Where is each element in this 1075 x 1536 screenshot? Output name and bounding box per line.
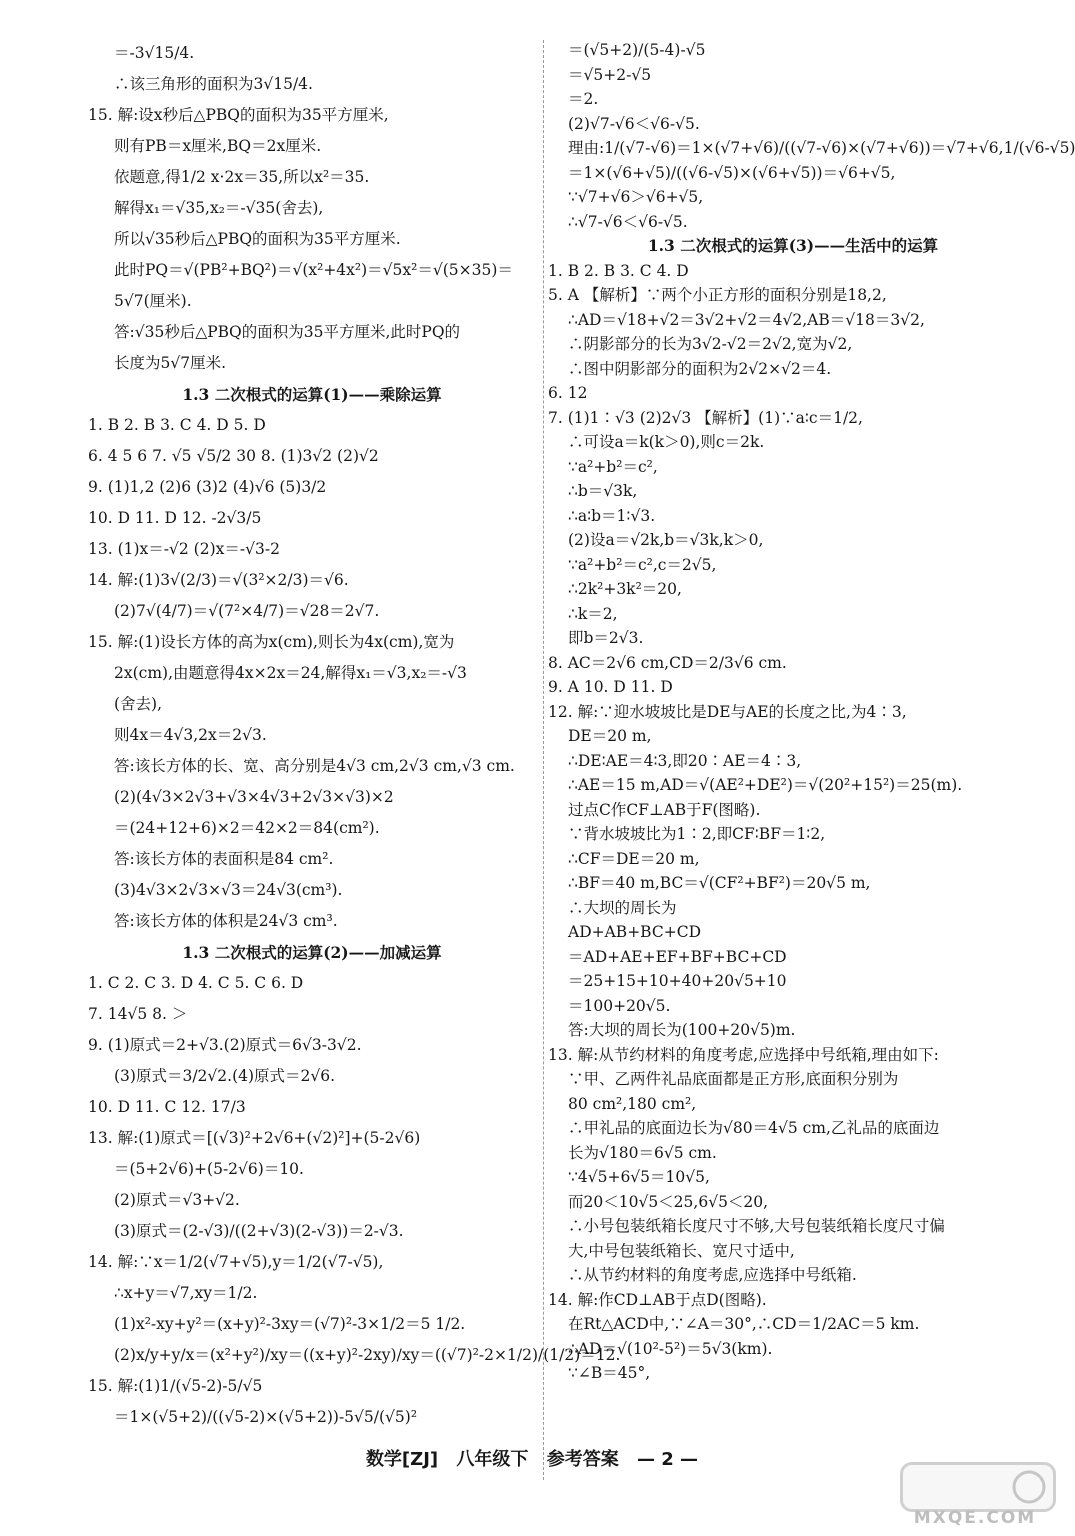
left-column-line: 则4x＝4√3,2x＝2√3.: [114, 726, 267, 744]
left-column-line: 1. B 2. B 3. C 4. D 5. D: [88, 416, 266, 434]
left-column-line: (舍去),: [114, 695, 163, 713]
left-column-line: (3)原式＝(2-√3)/((2+√3)(2-√3))＝2-√3.: [114, 1222, 404, 1240]
right-column-line: ＝√5+2-√5: [568, 65, 652, 84]
left-column-line: 答:√35秒后△PBQ的面积为35平方厘米,此时PQ的: [114, 323, 461, 341]
right-column-line: 而20＜10√5＜25,6√5＜20,: [568, 1192, 769, 1211]
right-column-line: ＝(√5+2)/(5-4)-√5: [568, 41, 706, 59]
right-column-line: 理由:1/(√7-√6)＝1×(√7+√6)/((√7-√6)×(√7+√6))＝√7+√6,1/(√6-√5): [568, 139, 1075, 157]
right-column-line: ∴DE∶AE＝4∶3,即20∶AE＝4∶3,: [568, 751, 802, 770]
left-column-line: (2)7√(4/7)＝√(7²×4/7)＝√28＝2√7.: [114, 602, 380, 620]
right-column-line: ＝AD+AE+EF+BF+BC+CD: [568, 947, 787, 966]
right-column-line: ∴2k²+3k²＝20,: [568, 580, 682, 598]
left-column-line: ＝-3√15/4.: [114, 44, 195, 62]
watermark-logo-icon: [903, 1465, 1053, 1509]
right-column-line: 长为√180＝6√5 cm.: [568, 1143, 717, 1162]
left-column-line: 答:该长方体的体积是24√3 cm³.: [114, 912, 338, 930]
left-column-line: 依题意,得1/2 x·2x＝35,所以x²＝35.: [114, 168, 370, 186]
left-column-line: ＝1×(√5+2)/((√5-2)×(√5+2))-5√5/(√5)²: [114, 1408, 418, 1426]
left-column-line: (2)x/y+y/x＝(x²+y²)/xy＝((x+y)²-2xy)/xy＝((√7)²-2×1/2)/(1/2)＝12.: [114, 1346, 621, 1364]
left-column-line: 则有PB＝x厘米,BQ＝2x厘米.: [114, 137, 322, 155]
right-column-line: 13. 解:从节约材料的角度考虑,应选择中号纸箱,理由如下:: [548, 1045, 939, 1064]
right-column: [548, 38, 1075, 1386]
left-column-line: 15. 解:设x秒后△PBQ的面积为35平方厘米,: [88, 106, 389, 124]
left-column-line: ∴x+y＝√7,xy＝1/2.: [114, 1284, 258, 1302]
left-column-line: 此时PQ＝√(PB²+BQ²)＝√(x²+4x²)＝√5x²＝√(5×35)＝: [114, 261, 513, 279]
right-column-line: ∵a²+b²＝c²,c＝2√5,: [568, 555, 717, 574]
right-column-line: ∴小号包装纸箱长度尺寸不够,大号包装纸箱长度尺寸偏: [568, 1217, 945, 1235]
right-column-line: 12. 解:∵迎水坡坡比是DE与AE的长度之比,为4∶3,: [548, 702, 907, 721]
left-column-line: 解得x₁＝√35,x₂＝-√35(舍去),: [114, 199, 324, 217]
right-column-line: ∴BF＝40 m,BC＝√(CF²+BF²)＝20√5 m,: [568, 874, 871, 892]
right-column-line: ∴从节约材料的角度考虑,应选择中号纸箱.: [568, 1266, 857, 1284]
right-column-section-heading: 1.3 二次根式的运算(3)——生活中的运算: [647, 236, 939, 255]
footer-grade: 八年级下: [456, 1449, 529, 1470]
left-column-line: 1. C 2. C 3. D 4. C 5. C 6. D: [88, 974, 304, 992]
right-column-line: ∴甲礼品的底面边长为√80＝4√5 cm,乙礼品的底面边: [568, 1119, 940, 1137]
left-column-line: 所以√35秒后△PBQ的面积为35平方厘米.: [114, 230, 401, 248]
left-column-line: 9. (1)1,2 (2)6 (3)2 (4)√6 (5)3/2: [88, 478, 327, 496]
right-column-line: 即b＝2√3.: [568, 629, 644, 647]
left-column-line: 13. (1)x＝-√2 (2)x＝-√3-2: [88, 540, 280, 558]
left-column-section-heading: 1.3 二次根式的运算(2)——加减运算: [182, 943, 442, 962]
left-column-line: (1)x²-xy+y²＝(x+y)²-3xy＝(√7)²-3×1/2＝5 1/2.: [114, 1315, 466, 1333]
left-column-line: 答:该长方体的表面积是84 cm².: [114, 850, 334, 868]
right-column-line: 9. A 10. D 11. D: [548, 678, 673, 696]
right-column-line: 在Rt△ACD中,∵∠A＝30°,∴CD＝1/2AC＝5 km.: [568, 1315, 920, 1333]
right-column-line: ∵∠B＝45°,: [568, 1364, 651, 1382]
left-column-section-heading: 1.3 二次根式的运算(1)——乘除运算: [182, 385, 442, 404]
right-column-line: (2)设a＝√2k,b＝√3k,k＞0,: [568, 531, 764, 549]
watermark: [900, 1462, 1050, 1530]
left-column-line: 10. D 11. D 12. -2√3/5: [88, 509, 262, 527]
left-column-line: ＝(5+2√6)+(5-2√6)＝10.: [114, 1160, 304, 1178]
right-column-line: ∴k＝2,: [568, 604, 618, 623]
right-column-line: ∵√7+√6＞√6+√5,: [568, 188, 704, 206]
left-column-line: 14. 解:(1)3√(2/3)＝√(3²×2/3)＝√6.: [88, 571, 349, 589]
right-column-line: ∵a²+b²＝c²,: [568, 457, 658, 476]
right-column-line: 1. B 2. B 3. C 4. D: [548, 261, 689, 280]
right-column-line: 5. A 【解析】∵两个小正方形的面积分别是18,2,: [548, 286, 887, 304]
right-column-line: DE＝20 m,: [568, 727, 652, 745]
watermark-url: MXQE.COM: [913, 1508, 1037, 1528]
right-column-line: ∴图中阴影部分的面积为2√2×√2＝4.: [568, 359, 832, 378]
right-column-line: ∵背水坡坡比为1∶2,即CF∶BF＝1∶2,: [568, 825, 826, 843]
left-column-line: ∴该三角形的面积为3√15/4.: [114, 75, 313, 93]
right-column-line: ∵4√5+6√5＝10√5,: [568, 1168, 710, 1186]
right-column-line: ＝2.: [568, 90, 599, 108]
left-column-line: 9. (1)原式＝2+√3.(2)原式＝6√3-3√2.: [88, 1036, 362, 1054]
right-column-line: ∵甲、乙两件礼品底面都是正方形,底面积分别为: [568, 1070, 899, 1088]
right-column-line: ∴大坝的周长为: [568, 898, 677, 917]
left-column-line: 14. 解:∵x＝1/2(√7+√5),y＝1/2(√7-√5),: [88, 1253, 384, 1271]
right-column-line: ＝100+20√5.: [568, 996, 671, 1015]
left-column-line: (2)原式＝√3+√2.: [114, 1191, 240, 1209]
right-column-line: ∴b＝√3k,: [568, 482, 638, 500]
left-column-line: 10. D 11. C 12. 17/3: [88, 1098, 246, 1116]
right-column-line: ∴阴影部分的长为3√2-√2＝2√2,宽为√2,: [568, 335, 853, 353]
right-column-line: 80 cm²,180 cm²,: [568, 1094, 697, 1113]
left-column-line: ＝(24+12+6)×2＝42×2＝84(cm²).: [114, 819, 380, 837]
right-column-line: 6. 12: [548, 384, 588, 402]
right-column-line: ∴√7-√6＜√6-√5.: [568, 212, 688, 231]
left-column-line: 2x(cm),由题意得4x×2x＝24,解得x₁＝√3,x₂＝-√3: [114, 664, 467, 682]
left-column-line: 15. 解:(1)设长方体的高为x(cm),则长为4x(cm),宽为: [88, 633, 455, 651]
right-column-line: 7. (1)1∶√3 (2)2√3 【解析】(1)∵a∶c＝1/2,: [548, 408, 863, 427]
left-column-line: 7. 14√5 8. ＞: [88, 1005, 188, 1023]
right-column-line: (2)√7-√6＜√6-√5.: [568, 114, 700, 133]
footer-section: 参考答案: [546, 1449, 619, 1470]
left-column-line: 13. 解:(1)原式＝[(√3)²+2√6+(√2)²]+(5-2√6): [88, 1129, 421, 1147]
right-column-line: ＝25+15+10+40+20√5+10: [568, 972, 787, 990]
watermark-logo: [900, 1462, 1056, 1512]
left-column-line: 15. 解:(1)1/(√5-2)-5/√5: [88, 1377, 263, 1395]
right-column-line: ∴CF＝DE＝20 m,: [568, 849, 700, 868]
footer-page-number: — 2 —: [636, 1449, 699, 1470]
column-divider: [543, 40, 544, 1480]
right-column-line: 大,中号包装纸箱长、宽尺寸适中,: [568, 1241, 795, 1260]
footer-subject: 数学[ZJ]: [365, 1449, 439, 1470]
left-column-line: 5√7(厘米).: [114, 292, 192, 310]
right-column-line: 8. AC＝2√6 cm,CD＝2/3√6 cm.: [548, 653, 787, 672]
right-column-line: ∴AD＝√(10²-5²)＝5√3(km).: [568, 1339, 773, 1358]
left-column-line: 答:该长方体的长、宽、高分别是4√3 cm,2√3 cm,√3 cm.: [114, 757, 515, 775]
left-column-line: (3)原式＝3/2√2.(4)原式＝2√6.: [114, 1067, 336, 1085]
left-column-line: 长度为5√7厘米.: [114, 354, 227, 372]
right-column-line: 过点C作CF⊥AB于F(图略).: [568, 800, 761, 819]
right-column-line: ∴a∶b＝1∶√3.: [568, 506, 656, 525]
right-column-line: ∴AD＝√18+√2＝3√2+√2＝4√2,AB＝√18＝3√2,: [568, 310, 925, 329]
left-column-line: 6. 4 5 6 7. √5 √5/2 30 8. (1)3√2 (2)√2: [88, 447, 379, 465]
right-column-line: 答:大坝的周长为(100+20√5)m.: [568, 1021, 796, 1039]
right-column-line: ＝1×(√6+√5)/((√6-√5)×(√6+√5))＝√6+√5,: [568, 163, 896, 182]
left-column-line: (3)4√3×2√3×√3＝24√3(cm³).: [114, 881, 343, 899]
right-column-line: ∴AE＝15 m,AD＝√(AE²+DE²)＝√(20²+15²)＝25(m).: [568, 776, 963, 794]
right-column-line: 14. 解:作CD⊥AB于点D(图略).: [548, 1290, 767, 1309]
right-column-line: AD+AB+BC+CD: [568, 923, 701, 941]
left-column-line: (2)(4√3×2√3+√3×4√3+2√3×√3)×2: [114, 788, 394, 806]
right-column-line: ∴可设a＝k(k＞0),则c＝2k.: [568, 433, 765, 451]
